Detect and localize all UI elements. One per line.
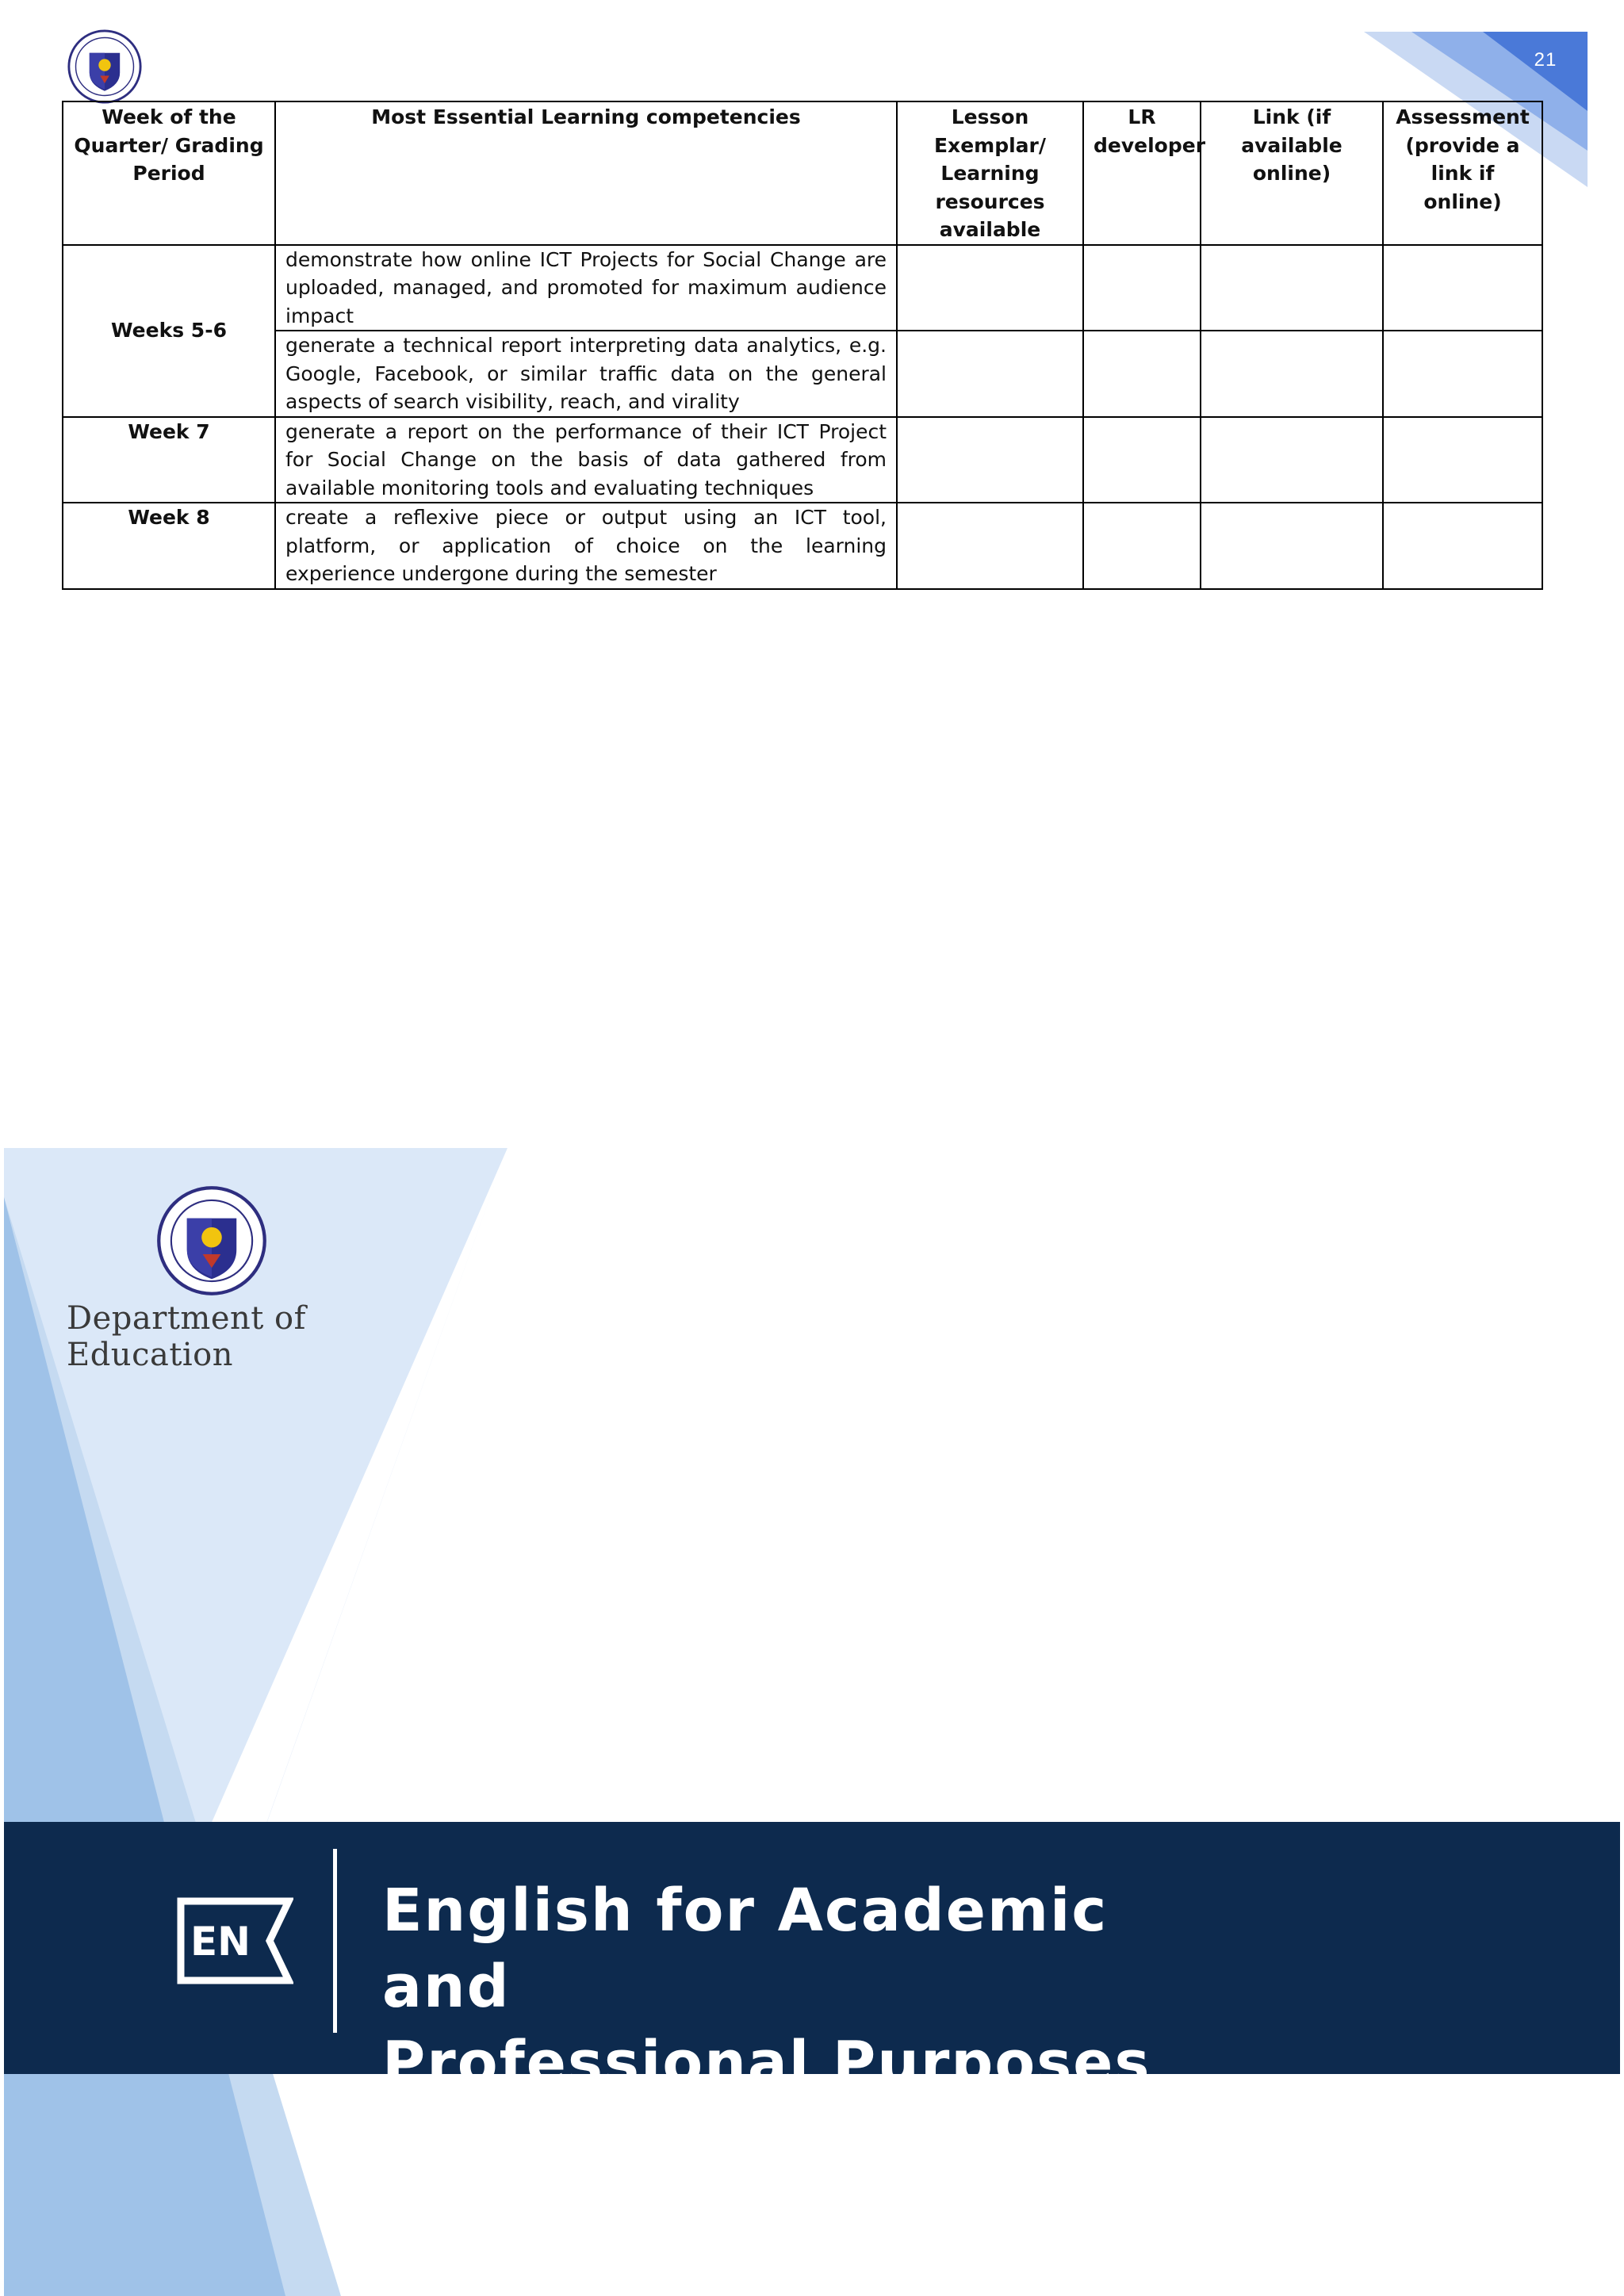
header-assessment: Assessment (provide a link if online)	[1383, 101, 1542, 245]
department-name: Department of Education	[67, 1300, 306, 1373]
lr-developer-cell	[1083, 245, 1201, 331]
table-row	[63, 245, 1542, 331]
lesson-exemplar-cell	[897, 417, 1083, 503]
melc-table	[62, 101, 1543, 590]
deped-seal-icon	[67, 29, 143, 105]
subject-title	[382, 1873, 1254, 2101]
header-lr-developer: LR developer	[1083, 101, 1201, 245]
lesson-exemplar-cell	[897, 331, 1083, 417]
lesson-exemplar-cell	[897, 245, 1083, 331]
page-number: 21	[1534, 49, 1557, 71]
subject-title-line-1: English for Academic and	[382, 1877, 1109, 2021]
table-row	[63, 417, 1542, 503]
assessment-cell	[1383, 331, 1542, 417]
link-cell	[1201, 331, 1383, 417]
header-week: Week of the Quarter/ Grading Period	[63, 101, 275, 245]
competency-cell: generate a technical report interpreting data analytics, e.g. Google, Facebook, or similar traffic data on the general aspects of search visibility, reach, and virality	[275, 331, 897, 417]
table-header-row	[63, 101, 1542, 245]
week-cell: Week 7	[63, 417, 275, 503]
competency-cell: create a reflexive piece or output using an ICT tool, platform, or application of choice on the learning experience undergone during the semester	[275, 503, 897, 589]
subject-title-line-2: Professional Purposes	[382, 2029, 1151, 2097]
assessment-cell	[1383, 245, 1542, 331]
lr-developer-cell	[1083, 417, 1201, 503]
lr-developer-cell	[1083, 331, 1201, 417]
lr-developer-cell	[1083, 503, 1201, 589]
subject-code: EN	[190, 1919, 251, 1965]
header-link: Link (if available online)	[1201, 101, 1383, 245]
link-cell	[1201, 245, 1383, 331]
table-row	[63, 331, 1542, 417]
en-subject-icon	[176, 1896, 293, 1985]
deped-seal-icon	[155, 1184, 268, 1297]
header-competencies: Most Essential Learning competencies	[275, 101, 897, 245]
competency-cell: generate a report on the performance of their ICT Project for Social Change on the basis of data gathered from available monitoring tools and evaluating techniques	[275, 417, 897, 503]
header-lesson-exemplar: Lesson Exemplar/ Learning resources available	[897, 101, 1083, 245]
week-cell: Week 8	[63, 503, 275, 589]
link-cell	[1201, 417, 1383, 503]
lesson-exemplar-cell	[897, 503, 1083, 589]
assessment-cell	[1383, 417, 1542, 503]
assessment-cell	[1383, 503, 1542, 589]
banner-divider	[333, 1849, 337, 2033]
link-cell	[1201, 503, 1383, 589]
week-cell: Weeks 5-6	[63, 245, 275, 417]
table-row	[63, 503, 1542, 589]
competency-cell: demonstrate how online ICT Projects for Social Change are uploaded, managed, and promoted for maximum audience impact	[275, 245, 897, 331]
